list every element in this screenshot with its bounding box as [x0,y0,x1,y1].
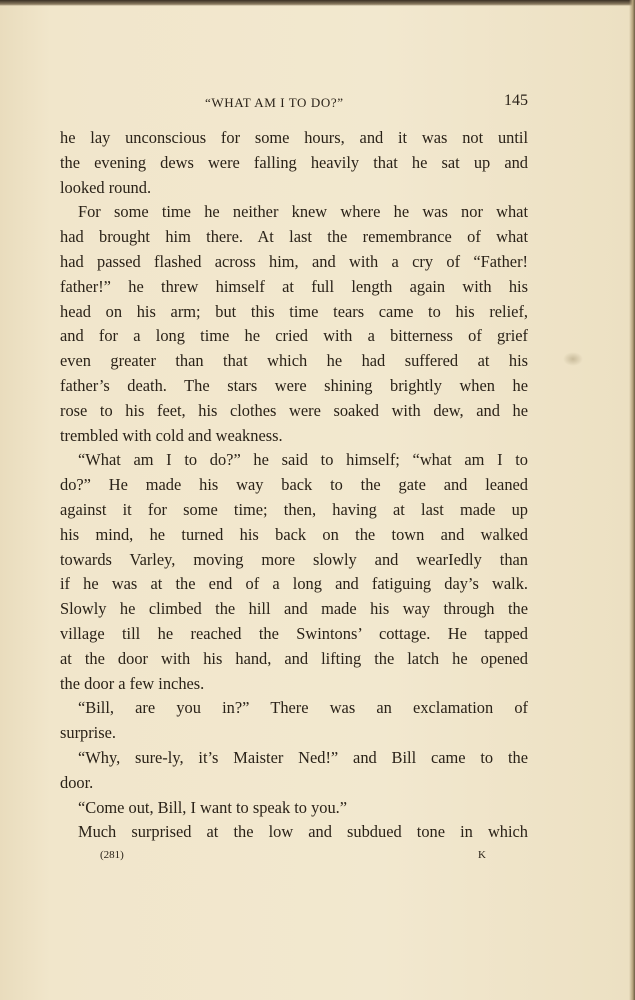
page-number: 145 [504,92,528,109]
text-line: “What am I to do?” he said to himself; “what am I to [78,450,528,470]
text-line: the door a few inches. [60,673,205,693]
signature-mark: (281) [100,849,124,861]
page-footer [100,849,486,865]
text-line: rose to his feet, his clothes were soaked with dew, and he [60,400,528,420]
page-top-edge [0,0,635,6]
text-line: if he was at the end of a long and fatiguing day’s walk. [60,574,528,594]
text-line: had brought him there. At last the remembrance of what [60,227,528,247]
text-line: even greater than that which he had suffered at his [60,351,528,371]
signature-letter: K [478,849,486,861]
text-line: trembled with cold and weakness. [60,425,283,445]
text-line: at the door with his hand, and lifting the latch he opened [60,648,528,668]
text-line: head on his arm; but this time tears came to his relief, [60,301,528,321]
text-line: “Why, sure-ly, it’s Maister Ned!” and Bill came to the [78,747,528,767]
text-line: and for a long time he cried with a bitterness of grief [60,326,528,346]
text-line: father’s death. The stars were shining brightly when he [60,375,528,395]
text-line: towards Varley, moving more slowly and wearIedly than [60,549,528,569]
paper-stain [563,352,583,366]
text-line: Much surprised at the low and subdued tone in which [78,822,528,842]
body-text [60,126,528,845]
text-line: For some time he neither knew where he was nor what [78,202,528,222]
page-right-edge [629,0,635,1000]
text-line: “Bill, are you in?” There was an exclamation of [78,698,528,718]
text-line: “Come out, Bill, I want to speak to you.” [78,797,348,817]
text-line: looked round. [60,177,152,197]
text-line: surprise. [60,723,116,743]
text-line: father!” he threw himself at full length again with his [60,276,528,296]
text-line: do?” He made his way back to the gate and leaned [60,475,528,495]
text-line: his mind, he turned his back on the town and walked [60,524,528,544]
text-line: village till he reached the Swintons’ cottage. He tapped [60,623,528,643]
text-line: the evening dews were falling heavily that he sat up and [60,152,528,172]
page-header [60,94,528,114]
text-line: he lay unconscious for some hours, and it was not until [60,128,528,147]
text-line: door. [60,772,94,792]
running-head: “WHAT AM I TO DO?” [205,95,344,110]
text-line: had passed flashed across him, and with a cry of “Father! [60,251,528,271]
text-line: against it for some time; then, having at last made up [60,499,528,519]
text-line: Slowly he climbed the hill and made his way through the [60,599,528,619]
